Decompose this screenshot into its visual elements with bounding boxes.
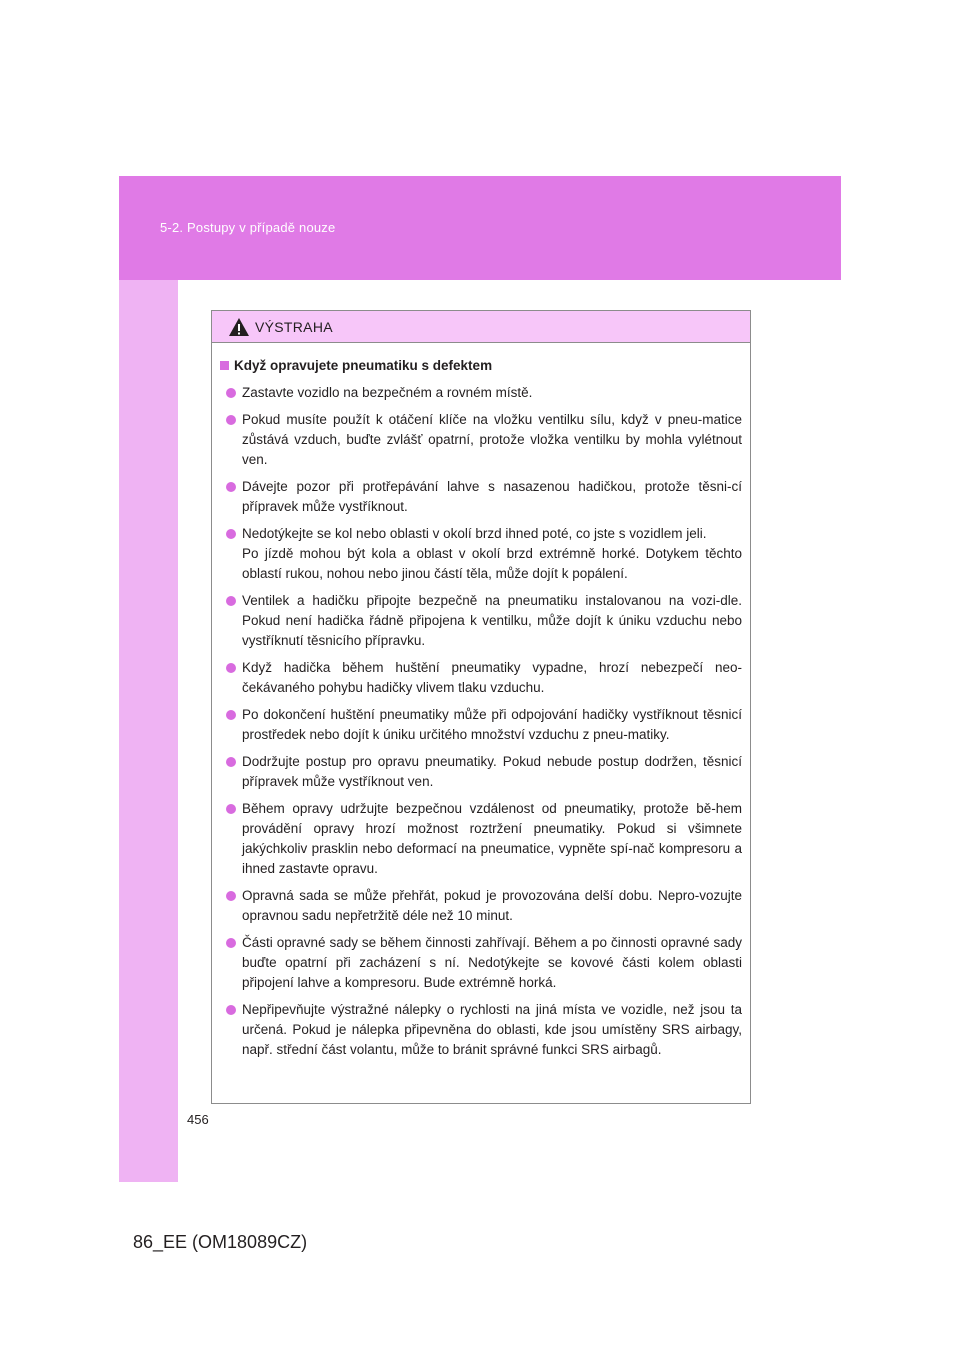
- list-item-text: Části opravné sady se během činnosti zahřívají. Během a po činnosti opravné sady buďte opatrní při zacházení s ní. Nedotýkejte se kovové části kolem oblasti připojení lahve a kompresoru. Bude extrémně horká.: [242, 935, 742, 990]
- list-item: [220, 524, 742, 584]
- bullet-dot-icon: [226, 415, 236, 425]
- list-item-text: Dávejte pozor při protřepávání lahve s nasazenou hadičkou, protože těsni-cí přípravek může vystříknout.: [242, 479, 742, 514]
- list-item-text: Ventilek a hadičku připojte bezpečně na pneumatiku instalovanou na vozi-dle. Pokud není hadička řádně připojena k ventilku, může dojít k úniku vzduchu nebo vystříknutí těsnicího přípravku.: [242, 593, 742, 648]
- list-item: [220, 591, 742, 651]
- list-item-text: Když hadička během huštění pneumatiky vypadne, hrozí nebezpečí neo-čekávaného pohybu hadičky vlivem tlaku vzduchu.: [242, 660, 742, 695]
- footer-code: 86_EE (OM18089CZ): [133, 1232, 308, 1252]
- warning-box: [211, 310, 751, 1104]
- bullet-dot-icon: [226, 482, 236, 492]
- list-item: [220, 477, 742, 517]
- list-item-text: Nepřipevňujte výstražné nálepky o rychlosti na jiná místa ve vozidle, než jsou ta určená. Pokud je nálepka připevněna do oblasti, kde jsou umístěny SRS airbagy, např. střední část volantu, může to bránit správné funkci SRS airbagů.: [242, 1002, 742, 1057]
- bullet-dot-icon: [226, 596, 236, 606]
- list-item: [220, 658, 742, 698]
- list-item: [220, 1000, 742, 1060]
- bullet-dot-icon: [226, 710, 236, 720]
- bullet-dot-icon: [226, 663, 236, 673]
- section-title: 5-2. Postupy v případě nouze: [160, 220, 336, 235]
- list-item: [220, 799, 742, 879]
- list-item: [220, 705, 742, 745]
- list-item-text: Dodržujte postup pro opravu pneumatiky. Pokud nebude postup dodržen, těsnicí přípravek může vystříknout ven.: [242, 754, 742, 789]
- bullet-dot-icon: [226, 1005, 236, 1015]
- warning-title: VÝSTRAHA: [255, 319, 333, 335]
- section-heading: [220, 356, 742, 376]
- page-number: 456: [187, 1112, 209, 1127]
- list-item: [220, 410, 742, 470]
- list-item-text: Během opravy udržujte bezpečnou vzdálenost od pneumatiky, protože bě-hem provádění opravy hrozí možnost roztržení pneumatiky. Pokud si všimnete jakýchkoliv prasklin nebo deformací na pneumatice, vypněte spí-nač kompresoru a ihned zastavte opravu.: [242, 801, 742, 876]
- bullet-dot-icon: [226, 529, 236, 539]
- list-item-text: Pokud musíte použít k otáčení klíče na vložku ventilku sílu, když v pneu-matice zůstává vzduch, buďte zvlášť opatrní, protože vložka ventilku by mohla vylétnout ven.: [242, 412, 742, 467]
- square-bullet-icon: [220, 361, 229, 370]
- warning-triangle-icon: [228, 317, 250, 337]
- bullet-dot-icon: [226, 891, 236, 901]
- warning-body: [212, 343, 750, 1060]
- side-strip: [119, 280, 178, 1182]
- list-item: [220, 886, 742, 926]
- warning-header: [212, 311, 750, 343]
- section-heading-text: Když opravujete pneumatiku s defektem: [234, 358, 493, 373]
- list-item: [220, 383, 742, 403]
- bullet-dot-icon: [226, 938, 236, 948]
- list-item-text: Nedotýkejte se kol nebo oblasti v okolí brzd ihned poté, co jste s vozidlem jeli.: [242, 526, 707, 541]
- bullet-dot-icon: [226, 757, 236, 767]
- list-item-text: Po dokončení huštění pneumatiky může při odpojování hadičky vystříknout těsnicí prostředek nebo dojít k úniku určitého množství vzduchu z pneu-matiky.: [242, 707, 742, 742]
- bullet-dot-icon: [226, 388, 236, 398]
- list-item: [220, 752, 742, 792]
- bullet-dot-icon: [226, 804, 236, 814]
- list-item-text: Opravná sada se může přehřát, pokud je provozována delší dobu. Nepro-vozujte opravnou sadu nepřetržitě déle než 10 minut.: [242, 888, 742, 923]
- list-item-text: Zastavte vozidlo na bezpečném a rovném místě.: [242, 385, 533, 400]
- list-item: [220, 933, 742, 993]
- list-item-continuation: Po jízdě mohou být kola a oblast v okolí brzd extrémně horké. Dotykem těchto oblastí rukou, nohou nebo jinou částí těla, může dojít k popálení.: [242, 546, 742, 581]
